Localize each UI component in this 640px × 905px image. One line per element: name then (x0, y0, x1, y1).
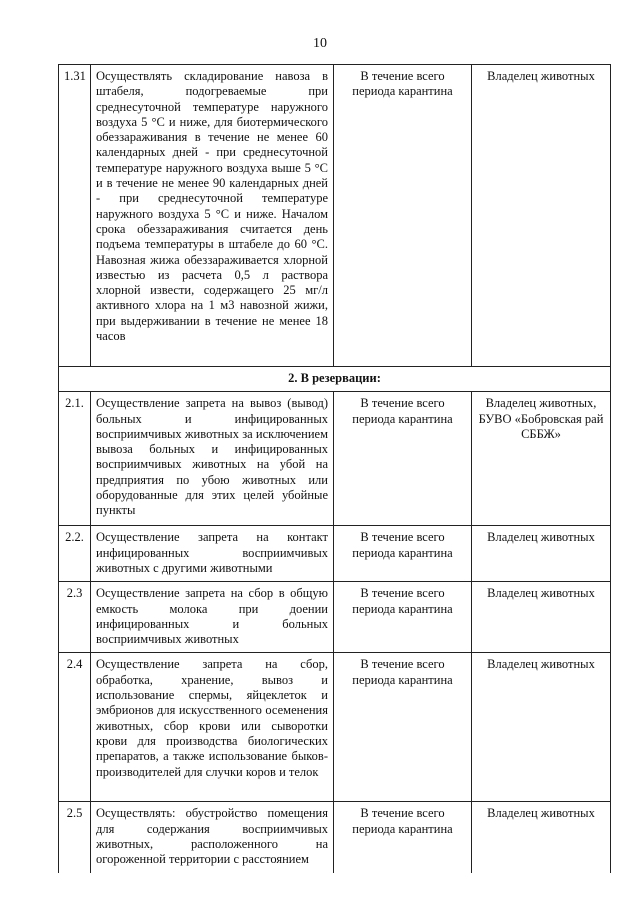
row-number: 2.4 (59, 653, 91, 802)
row-number: 2.3 (59, 582, 91, 653)
section-row (59, 367, 611, 392)
measure-term: В течение всего периода карантина (334, 802, 472, 873)
measure-text: Осуществлять: обустройство помещения для содержания восприимчивых животных, расположенного на огороженной территории с расстоянием (91, 802, 334, 873)
row-number: 2.2. (59, 526, 91, 582)
measure-term: В течение всего периода карантина (334, 582, 472, 653)
measure-responsible: Владелец животных, БУВО «Бобровская рай СББЖ» (472, 392, 611, 526)
measure-term: В течение всего периода карантина (334, 653, 472, 802)
table-row (59, 802, 611, 873)
measures-table (58, 64, 611, 873)
measure-text: Осуществление запрета на контакт инфицированных восприимчивых животных с другими животными (91, 526, 334, 582)
measure-responsible: Владелец животных (472, 526, 611, 582)
table-row (59, 392, 611, 526)
measure-term: В течение всего периода карантина (334, 526, 472, 582)
measure-term: В течение всего периода карантина (334, 65, 472, 367)
measure-text: Осуществление запрета на сбор, обработка, хранение, вывоз и использование спермы, яйцеклеток и эмбрионов для искусственного осеменения животных, сбор крови или сыворотки крови для производства биологических препаратов, а также использование быков-производителей для случки коров и телок (91, 653, 334, 802)
table-row (59, 526, 611, 582)
measure-text: Осуществлять складирование навоза в штабеля, подогреваемые при среднесуточной температуре наружного воздуха 5 °С и ниже, для биотермического обеззараживания в течение не менее 60 календарных дней - при среднесуточной температуре наружного воздуха выше 5 °С и в течение не менее 90 календарных дней - при среднесуточной температуре наружного воздуха 5 °С и ниже. Началом срока обеззараживания считается день подъема температуры в штабеле до 60 °С. Навозная жижа обеззараживается хлорной известью из расчета 0,5 л раствора хлорной извести, содержащего 25 мг/л активного хлора на 1 м3 навозной жижи, при выдерживании в течение не менее 18 часов (91, 65, 334, 367)
measure-term: В течение всего периода карантина (334, 392, 472, 526)
page-number: 10 (313, 36, 327, 51)
row-number: 2.1. (59, 392, 91, 526)
row-number: 2.5 (59, 802, 91, 873)
measure-responsible: Владелец животных (472, 65, 611, 367)
row-number: 1.31 (59, 65, 91, 367)
measure-text: Осуществление запрета на сбор в общую емкость молока при доении инфицированных и больных восприимчивых животных (91, 582, 334, 653)
table-row (59, 582, 611, 653)
section-title: 2. В резервации: (59, 367, 611, 392)
table-row (59, 653, 611, 802)
table-row (59, 65, 611, 367)
measure-responsible: Владелец животных (472, 582, 611, 653)
measure-text: Осуществление запрета на вывоз (вывод) больных и инфицированных восприимчивых животных за исключением вывоза больных и инфицированных восприимчивых животных на убой на предприятия по убою животных или оборудованные для этих целей убойные пункты (91, 392, 334, 526)
measure-responsible: Владелец животных (472, 653, 611, 802)
measure-responsible: Владелец животных (472, 802, 611, 873)
